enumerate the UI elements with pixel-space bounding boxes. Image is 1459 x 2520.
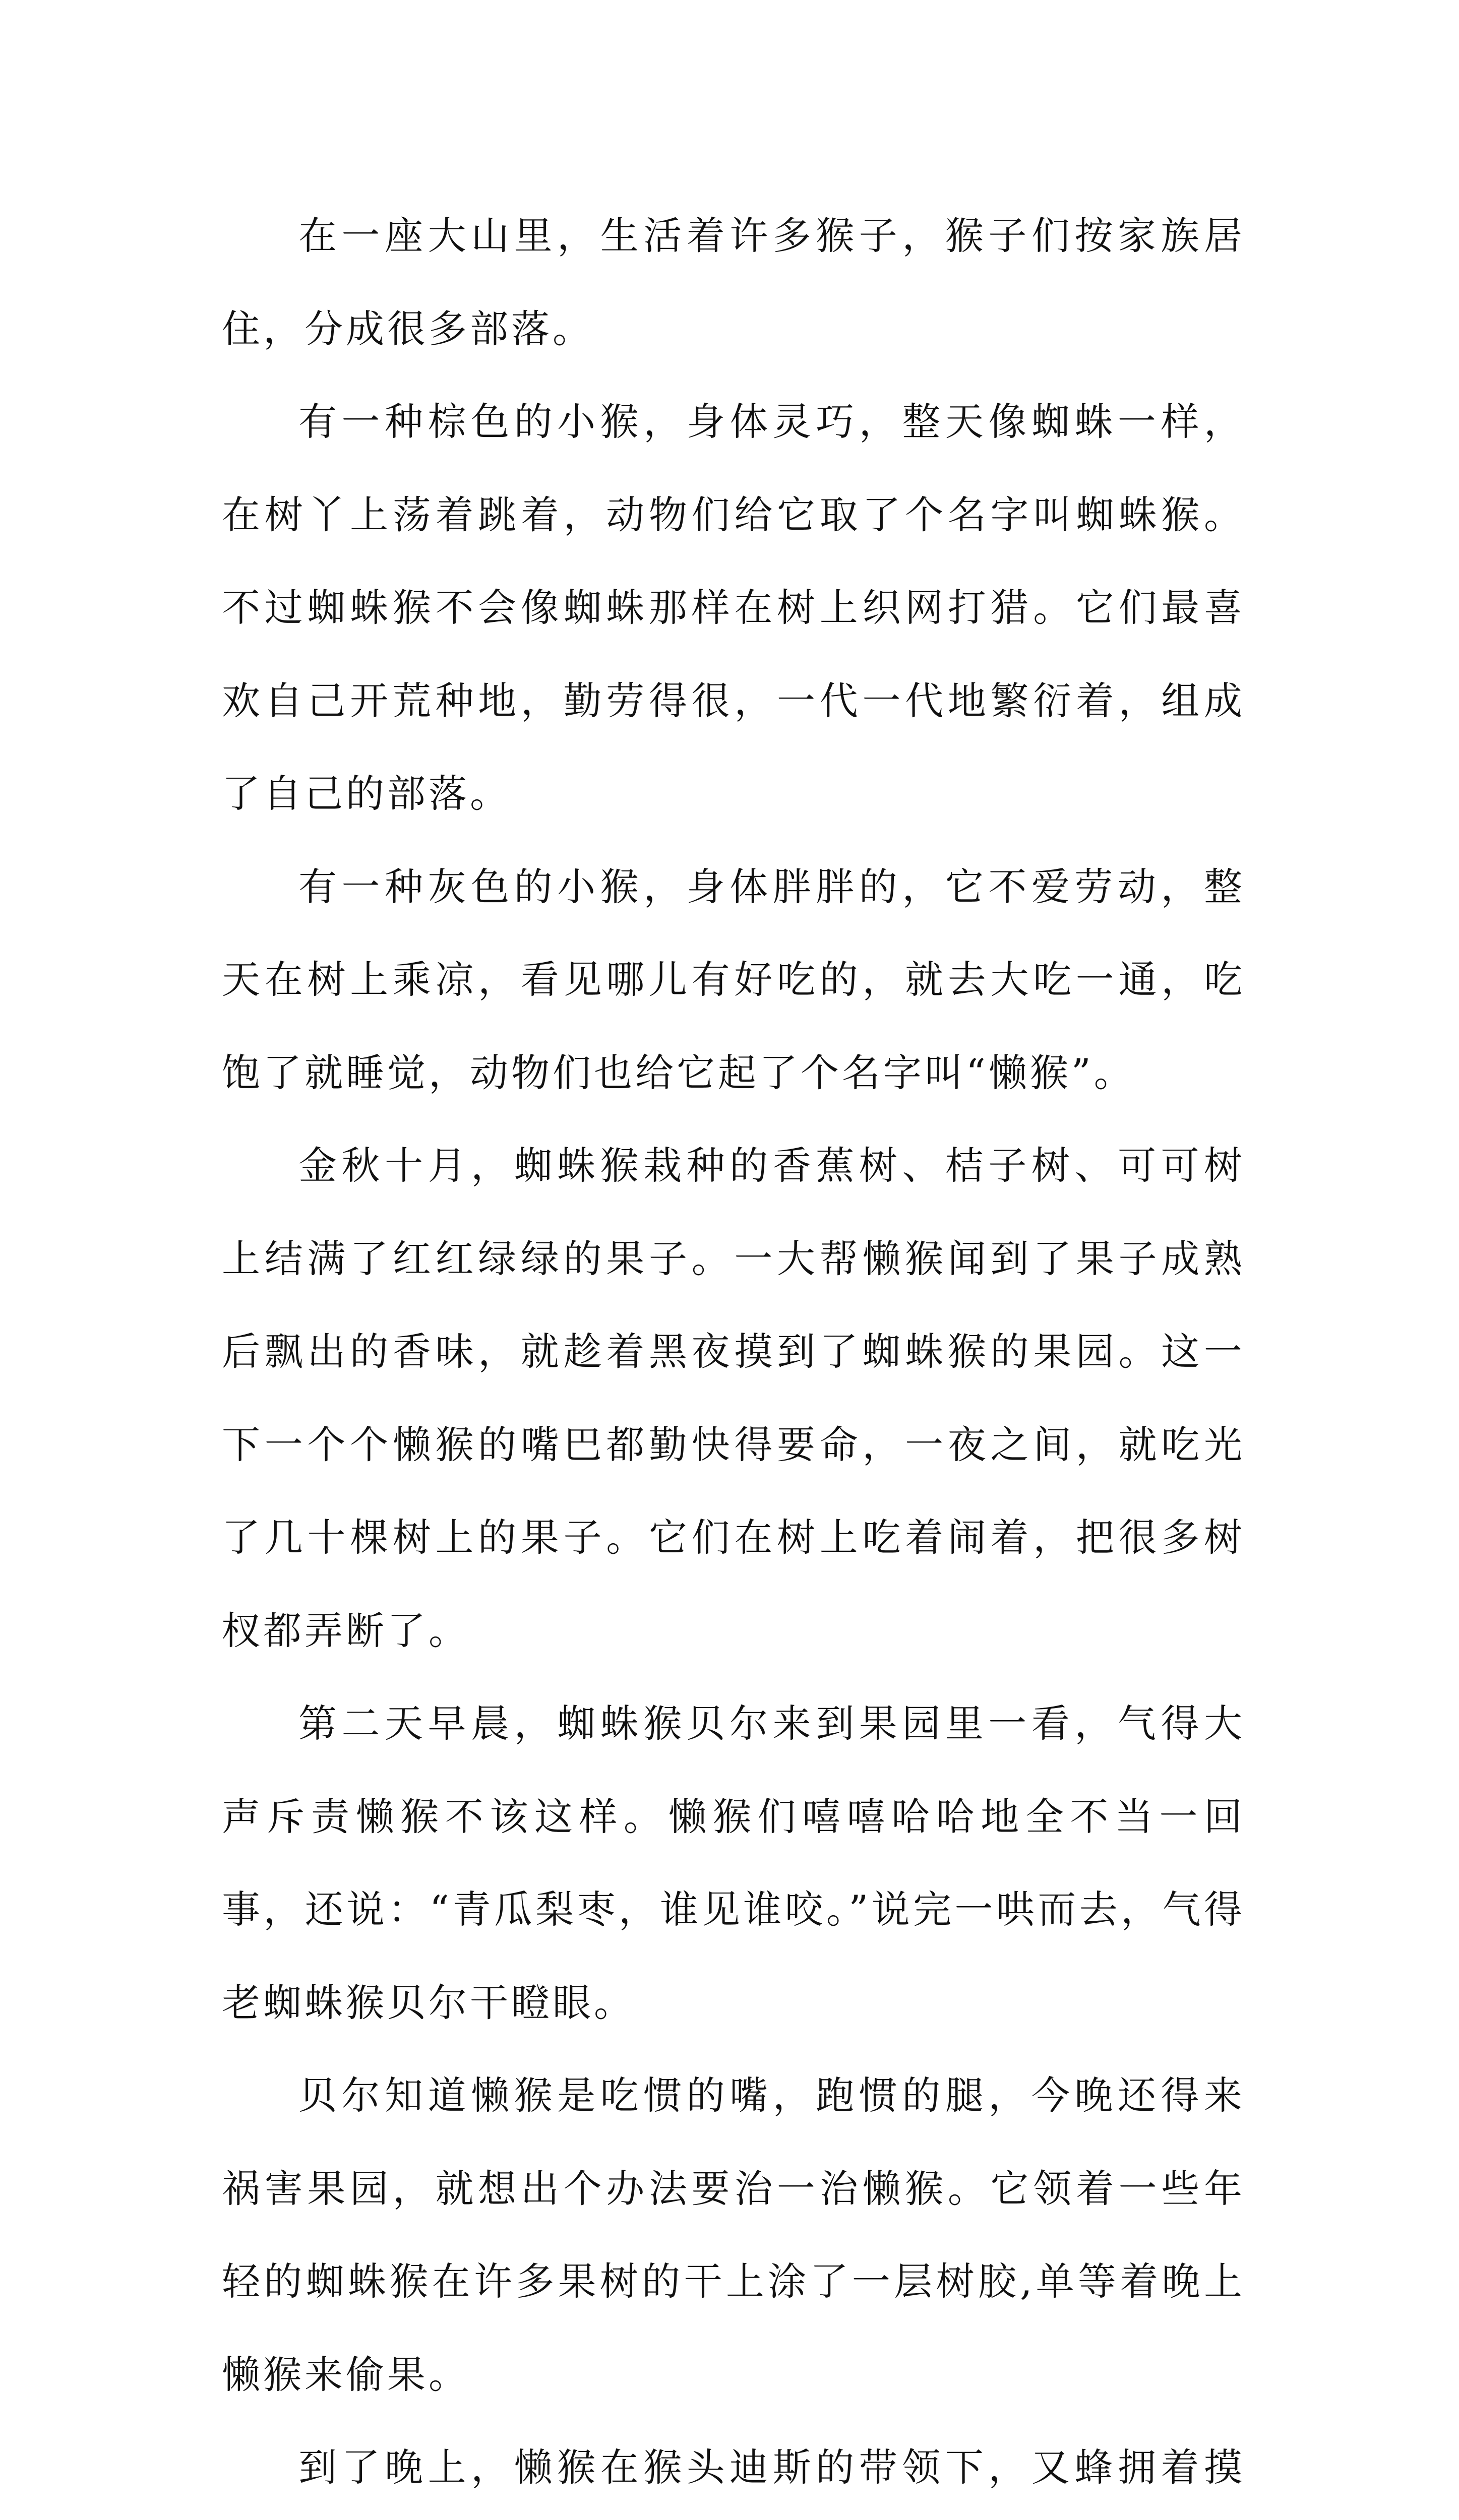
paragraph: 在一座大山里，生活着许多猴子，猴子们按家族居住，分成很多部落。 bbox=[222, 213, 1245, 351]
paragraph: 金秋十月，蜘蛛猴栽种的香蕉树、桔子树、可可树上结满了红红绿绿的果子。一大帮懒猴闻到了果子成熟后飘出的香味，就趁着黑夜摸到了蜘蛛猴的果园。这一下一个个懒猴的嘴巴都勤快得要命，一夜之间，就吃光了几十棵树上的果子。它们在树上吃着闹着，把很多树杈都弄断了。 bbox=[222, 1143, 1245, 1653]
paragraph: 到了晚上，懒猴在猴头迪斯的带领下，又蜂拥着摸 bbox=[298, 2445, 1245, 2490]
paragraph: 有一种灰色的小猴，身体胖胖的，它不爱劳动，整天在树上乘凉，看见哪儿有好吃的，就去大吃一通，吃饱了就睡觉，动物们也给它起了个名字叫“懒猴”。 bbox=[222, 864, 1245, 1095]
paragraph: 贝尔知道懒猴是吃惯的嘴，跑惯的腿，今晚还得来祸害果园，就想出个办法要治一治懒猴。它领着一些年轻的蜘蛛猴在许多果树的干上涂了一层树胶,单等着晚上懒猴来偷果。 bbox=[222, 2073, 1245, 2397]
story-text bbox=[222, 190, 1245, 2520]
paragraph: 第二天早晨，蜘蛛猴贝尔来到果园里一看，气得大声斥责懒猴不该这样。懒猴们嘻嘻哈哈地全不当一回事，还说：“青瓜梨枣，谁见谁咬。”说完一哄而去，气得老蜘蛛猴贝尔干瞪眼。 bbox=[222, 1701, 1245, 2025]
paragraph: 有一种棕色的小猴，身体灵巧，整天像蜘蛛一样，在树丫上荡着跳着，动物们给它取了个名字叫蜘蛛猴。不过蜘蛛猴不会像蜘蛛那样在树上织网打猎。它们最喜欢自己开荒种地，勤劳得很，一代一代地繁衍着，组成了自己的部落。 bbox=[222, 399, 1245, 816]
